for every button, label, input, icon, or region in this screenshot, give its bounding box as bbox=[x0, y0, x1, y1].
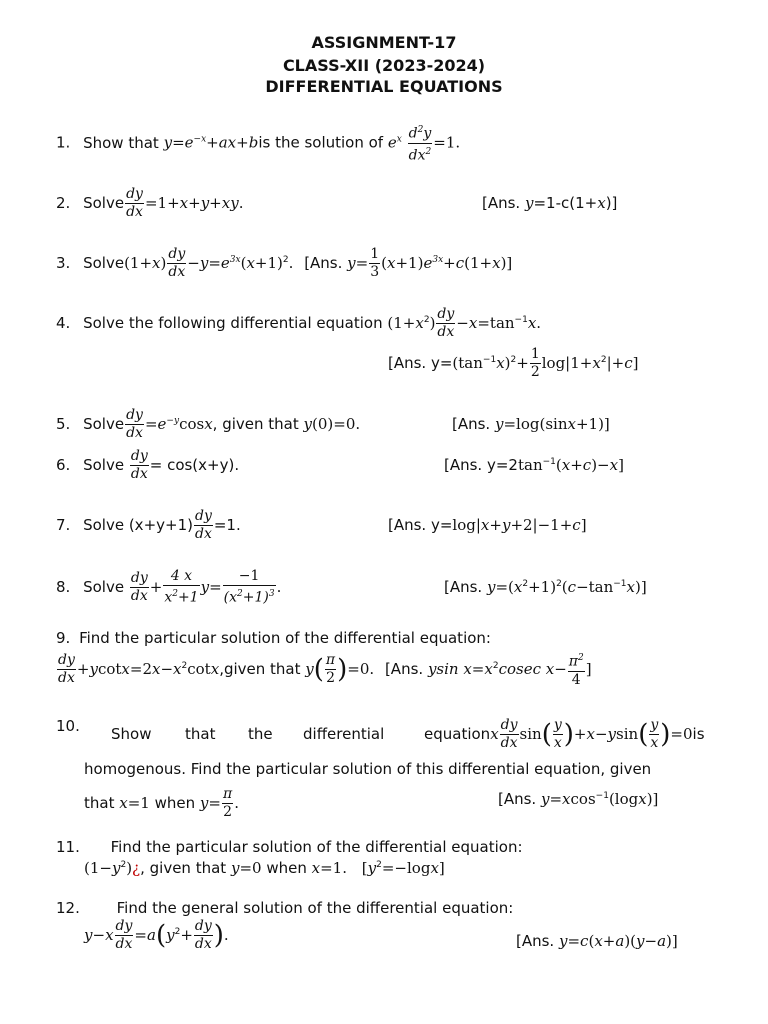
answer-8: [Ans. $y=(x^2+1)^2(c-\tan^{-1}x)$] bbox=[444, 578, 647, 596]
answer-2: [Ans. y=1-c(1+x)] bbox=[482, 194, 618, 212]
fraction: $\frac{\pi}{2}$ bbox=[222, 786, 233, 820]
question-number: 6. bbox=[56, 456, 71, 474]
answer-label: [Ans. bbox=[384, 659, 424, 678]
question-text: Find the particular solution of the differential equation: bbox=[110, 838, 523, 856]
question-11-equation: $(1-y^2)¿$, given that y=0 when x=1. $[y^2=-\log x]$ bbox=[84, 859, 445, 877]
question-1: 1. Show that $y=e^{-x}+ax+bis$ the solution of $e^x$ $\frac{d^2y}{dx^2}$ =1. bbox=[56, 122, 460, 164]
fraction: $\frac{\pi}{2}$ bbox=[325, 651, 336, 686]
answer-6: [Ans. $y=2\tan^{-1}(x+c)-x$] bbox=[444, 456, 624, 474]
question-text: Solve bbox=[83, 456, 125, 474]
question-12 bbox=[56, 899, 513, 917]
question-number: 11. bbox=[56, 838, 80, 856]
answer-label: [Ans. bbox=[444, 578, 483, 596]
question-number: 10. bbox=[56, 717, 80, 735]
class-title: CLASS-XII (2023-2024) bbox=[282, 56, 486, 75]
question-number: 3. bbox=[56, 254, 71, 272]
question-text: Solve bbox=[83, 577, 125, 596]
answer-7: [Ans. y=log|x+y+2|−1+c] bbox=[388, 516, 587, 534]
question-text: , given that bbox=[140, 859, 227, 877]
question-10: 10. Show that the differential equationx $\frac{dy}{dx}$ sin( $\frac{y}{x}$ )+x−ysin( $\frac{y}{x}$ )=0is bbox=[56, 717, 705, 751]
question-text: Find the general solution of the differential equation: bbox=[116, 899, 514, 917]
fraction: $\frac{1}{2}$ bbox=[530, 346, 540, 380]
fraction: $\frac{dy}{dx}$ bbox=[126, 407, 143, 441]
question-8: 8. Solve $\frac{dy}{dx}$ + $\frac{4 x}{x^2+1}$ y= $\frac{-1}{(x^2+1)^3}$ . bbox=[56, 568, 282, 606]
answer-label: [Ans. bbox=[452, 415, 491, 433]
question-4: 4. Solve the following differential equation $(1+x^2)$ $\frac{dy}{dx}$ $-x=\tan^{-1}x$. bbox=[56, 306, 542, 340]
question-text: Solve bbox=[83, 254, 125, 272]
assignment-title: ASSIGNMENT-17 bbox=[311, 33, 457, 52]
answer-label: [Ans. y=2 bbox=[444, 456, 518, 474]
fraction: $\frac{-1}{(x^2+1)^3}$ bbox=[223, 568, 275, 606]
fraction: $\frac{1}{3}$ bbox=[370, 246, 380, 280]
fraction: $\frac{dy}{dx}$ bbox=[168, 246, 186, 280]
answer-5: [Ans. y=log(sinx+1)] bbox=[452, 415, 610, 433]
question-text: =1. bbox=[213, 516, 241, 534]
question-text: Solve the following differential equation bbox=[83, 314, 383, 332]
question-number: 2. bbox=[56, 194, 71, 212]
question-text: ,given that bbox=[219, 659, 301, 678]
question-text: that bbox=[84, 794, 115, 812]
question-7 bbox=[56, 508, 241, 543]
answer-label: [Ans. bbox=[516, 932, 555, 950]
question-text: Find the particular solution of the differential equation: bbox=[79, 629, 491, 647]
answer-12: [Ans. y=c(x+a)(y−a)] bbox=[516, 932, 678, 950]
question-9-equation: $\frac{dy}{dx}$ $+ycotx=2x-x^2\cot x,given$ that y( $\frac{\pi}{2}$ )=0. [Ans. ysin $x=x^2cosec$ x− $\frac{\pi^2}{4}$ ] bbox=[58, 651, 592, 688]
fraction: $\frac{dy}{dx}$ bbox=[115, 918, 133, 952]
answer-label: [Ans. y= bbox=[388, 516, 453, 534]
question-number: 5. bbox=[56, 415, 71, 433]
fraction: $\frac{\pi^2}{4}$ bbox=[568, 650, 585, 689]
fraction: $\frac{dy}{dx}$ bbox=[130, 448, 148, 482]
question-text: when bbox=[266, 859, 307, 877]
question-9 bbox=[56, 629, 491, 647]
question-number: 8. bbox=[56, 577, 71, 596]
question-10-line3: that x=1 when y= $\frac{\pi}{2}$ . bbox=[84, 786, 239, 820]
question-number: 1. bbox=[56, 133, 71, 152]
fraction: $\frac{dy}{dx}$ bbox=[126, 186, 143, 220]
question-text: the bbox=[248, 725, 273, 743]
answer-label: [Ans. bbox=[304, 254, 343, 272]
answer-label: [Ans. bbox=[498, 790, 537, 808]
question-text: that bbox=[185, 725, 216, 743]
fraction: $\frac{dy}{dx}$ bbox=[58, 651, 75, 686]
question-number: 12. bbox=[56, 899, 80, 917]
question-text: differential bbox=[303, 725, 385, 743]
question-11 bbox=[56, 838, 523, 856]
question-number: 9. bbox=[56, 629, 71, 647]
question-number: 7. bbox=[56, 516, 71, 534]
question-text: , given that bbox=[212, 415, 299, 433]
fraction: $\frac{4 x}{x^2+1}$ bbox=[164, 568, 199, 606]
question-text: = cos(x+y). bbox=[149, 456, 240, 474]
question-text: Solve bbox=[83, 415, 125, 433]
question-text: is the solution of bbox=[258, 133, 384, 152]
question-3: 3. Solve(1+x) $\frac{dy}{dx}$ $-y=e^{3x}(x+1)^2$. [Ans. y= $\frac{1}{3}$ $(x+1)e^{3x}+c(1+x)$] bbox=[56, 246, 513, 280]
subject-title: DIFFERENTIAL EQUATIONS bbox=[265, 77, 503, 96]
question-text: Solve (x+y+1) bbox=[83, 516, 193, 534]
question-text: is bbox=[692, 725, 705, 743]
question-text: Show that bbox=[83, 133, 159, 152]
question-text: Show bbox=[111, 725, 152, 743]
math: y bbox=[163, 133, 173, 152]
answer-4: [Ans. $y=(\tan^{-1}x)^2+$ $\frac{1}{2}$ $\log|1+x^2|+c$] bbox=[388, 346, 639, 380]
question-number: 4. bbox=[56, 314, 71, 332]
fraction: $\frac{y}{x}$ bbox=[553, 717, 562, 751]
fraction: $\frac{dy}{dx}$ bbox=[130, 569, 148, 604]
fraction: $\frac{d^2y}{dx^2}$ bbox=[408, 122, 433, 164]
question-5: 5. Solve $\frac{dy}{dx}$ $=e^{-y}\cos x$, given that y(0)=0. bbox=[56, 407, 361, 441]
question-12-equation: y−x $\frac{dy}{dx}$ $=a(y^2+$ $\frac{dy}{dx}$ ). bbox=[84, 918, 229, 952]
fraction: $\frac{y}{x}$ bbox=[650, 717, 659, 751]
question-10-line2: homogenous. Find the particular solution of this differential equation, given bbox=[84, 760, 652, 778]
answer-label: [Ans. y= bbox=[388, 354, 453, 372]
question-6 bbox=[56, 448, 239, 483]
answer-10: [Ans. y=xcos$^{-1}$(logx)] bbox=[498, 790, 659, 808]
fraction: $\frac{dy}{dx}$ bbox=[437, 306, 455, 340]
question-text: when bbox=[154, 794, 196, 812]
fraction: $\frac{dy}{dx}$ bbox=[194, 918, 212, 952]
question-2: 2. Solve $\frac{dy}{dx}$ =1+x+y+xy. bbox=[56, 186, 244, 220]
fraction: $\frac{dy}{dx}$ bbox=[500, 717, 518, 751]
fraction: $\frac{dy}{dx}$ bbox=[194, 508, 212, 542]
question-text: Solve bbox=[83, 194, 125, 212]
answer-label: [Ans. bbox=[482, 194, 521, 212]
question-text: equation bbox=[424, 725, 491, 743]
